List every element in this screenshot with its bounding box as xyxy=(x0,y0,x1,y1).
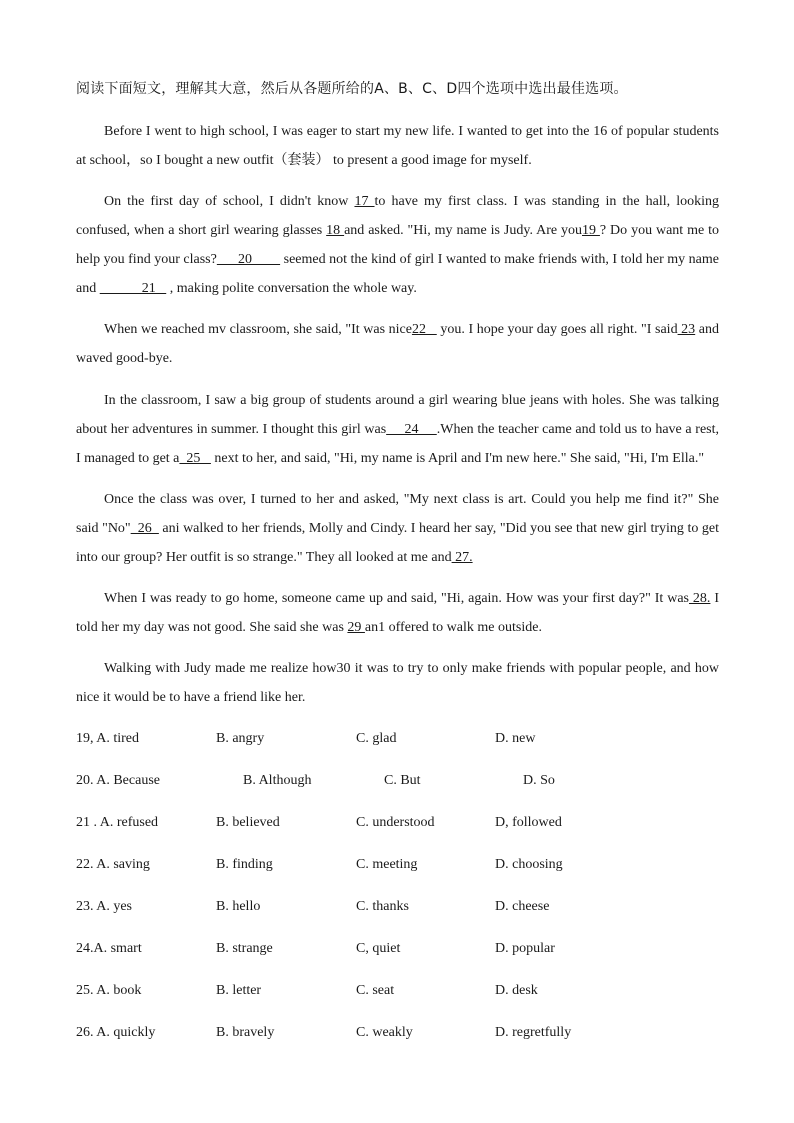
paragraph-text: an1 offered to walk me outside. xyxy=(364,620,542,635)
paragraph-4 xyxy=(76,386,719,473)
blank-28: 28. xyxy=(689,591,711,606)
question-option-b: B. hello xyxy=(216,899,261,914)
question-option-a: 25. A. book xyxy=(76,983,142,998)
question-row xyxy=(76,1025,736,1045)
paragraph-text: to have my first class. I was standing in the hall, looking confused, when a short girl wearing glasses xyxy=(76,194,719,238)
question-row xyxy=(76,941,736,961)
paragraph-text: you. I hope your day goes all right. "I said xyxy=(436,322,678,337)
blank-17: 17 xyxy=(354,194,375,209)
blank-19: 19 xyxy=(582,223,600,238)
question-option-b: B. angry xyxy=(216,731,265,746)
blank-29: 29 xyxy=(347,620,365,635)
question-option-a: 23. A. yes xyxy=(76,899,132,914)
question-option-a: 21 . A. refused xyxy=(76,815,159,830)
question-option-b: B. letter xyxy=(216,983,262,998)
blank-22: 22 xyxy=(411,322,437,337)
question-option-c: C. thanks xyxy=(356,899,409,914)
paragraph-text: On the first day of school, I didn't know xyxy=(104,194,355,209)
question-option-d: D. popular xyxy=(495,941,555,956)
blank-21: 21 xyxy=(99,281,167,296)
blank-23: 23 xyxy=(677,322,696,337)
blank-27: 27. xyxy=(451,550,473,565)
blank-25: 25 xyxy=(179,451,211,466)
paragraph-text: In the classroom, I saw a big group of students around a girl wearing blue jeans with holes. She was talking about her adventures in summer. I thought this girl was xyxy=(76,393,719,437)
question-option-a: 24.A. smart xyxy=(76,941,142,956)
question-option-a: 20. A. Because xyxy=(76,773,160,788)
question-option-a: 22. A. saving xyxy=(76,857,150,872)
question-option-b: B. bravely xyxy=(216,1025,275,1040)
question-row xyxy=(76,857,736,877)
blank-26: 26 xyxy=(130,521,159,536)
question-option-b: B. Although xyxy=(243,773,312,788)
paragraph-text: , making polite conversation the whole way. xyxy=(166,281,417,296)
question-option-d: D. regretfully xyxy=(495,1025,572,1040)
paragraph-text: Walking with Judy made me realize how30 it was to try to only make friends with popular people, and how nice it would be to have a friend like her. xyxy=(76,661,719,705)
question-option-d: D. choosing xyxy=(495,857,563,872)
question-option-c: C. glad xyxy=(356,731,397,746)
paragraph-7 xyxy=(76,654,719,712)
paragraph-text: ? Do you want me to help you find your class? xyxy=(76,223,720,267)
paragraph-text: and asked. "Hi, my name is Judy. Are you xyxy=(344,223,582,238)
paragraph-text: .When the teacher came and told us to have a rest, I managed to get a xyxy=(76,422,719,466)
paragraph-text: and waved good-bye. xyxy=(76,322,720,366)
paragraph-6 xyxy=(76,584,719,642)
paragraph-text: Once the class was over, I turned to her and asked, "My next class is art. Could you help me find it?" She said "No" xyxy=(76,492,719,536)
question-option-c: C. understood xyxy=(356,815,435,830)
question-option-c: C. But xyxy=(384,773,421,788)
paragraph-5 xyxy=(76,485,719,572)
question-option-d: D. cheese xyxy=(495,899,550,914)
question-option-d: D. desk xyxy=(495,983,538,998)
question-row xyxy=(76,731,736,751)
paragraph-2 xyxy=(76,187,719,303)
question-option-a: 26. A. quickly xyxy=(76,1025,156,1040)
paragraph-text: ani walked to her friends, Molly and Cindy. I heard her say, "Did you see that new girl trying to get into our group? Her outfit is so strange." They all looked at me and xyxy=(76,521,720,565)
blank-24: 24 xyxy=(386,422,437,437)
question-option-c: C, quiet xyxy=(356,941,401,956)
question-option-b: B. finding xyxy=(216,857,273,872)
question-row xyxy=(76,983,736,1003)
paragraph-1 xyxy=(76,117,719,175)
question-option-a: 19, A. tired xyxy=(76,731,139,746)
question-row xyxy=(76,773,736,793)
question-option-c: C. meeting xyxy=(356,857,418,872)
paragraph-text: seemed not the kind of girl I wanted to make friends with, I told her my name and xyxy=(76,252,719,296)
paragraph-text: next to her, and said, "Hi, my name is April and I'm new here." She said, "Hi, I'm Ella." xyxy=(210,451,705,466)
question-option-c: C. seat xyxy=(356,983,395,998)
paragraph-text: When I was ready to go home, someone came up and said, "Hi, again. How was your first day?" It was xyxy=(104,591,689,606)
question-row xyxy=(76,899,736,919)
question-option-b: B. believed xyxy=(216,815,280,830)
paragraph-text: Before I went to high school, I was eager to start my new life. I wanted to get into the 16 of popular students at school，so I bought a new outfit（套装） to present a good image for myself. xyxy=(76,124,719,168)
question-option-d: D, followed xyxy=(495,815,562,830)
paragraph-text: When we reached mv classroom, she said, "It was nice xyxy=(104,322,412,337)
paragraph-text: I told her my day was not good. She said she was xyxy=(76,591,719,635)
question-option-c: C. weakly xyxy=(356,1025,413,1040)
instruction-text: 阅读下面短文，理解其大意，然后从各题所给的A、B、C、D四个选项中选出最佳选项。 xyxy=(76,81,628,97)
question-option-d: D. new xyxy=(495,731,536,746)
question-option-b: B. strange xyxy=(216,941,273,956)
paragraph-3 xyxy=(76,315,719,373)
question-row xyxy=(76,815,736,835)
question-option-d: D. So xyxy=(523,773,555,788)
blank-18: 18 xyxy=(326,223,345,238)
blank-20: 20 xyxy=(216,252,281,267)
